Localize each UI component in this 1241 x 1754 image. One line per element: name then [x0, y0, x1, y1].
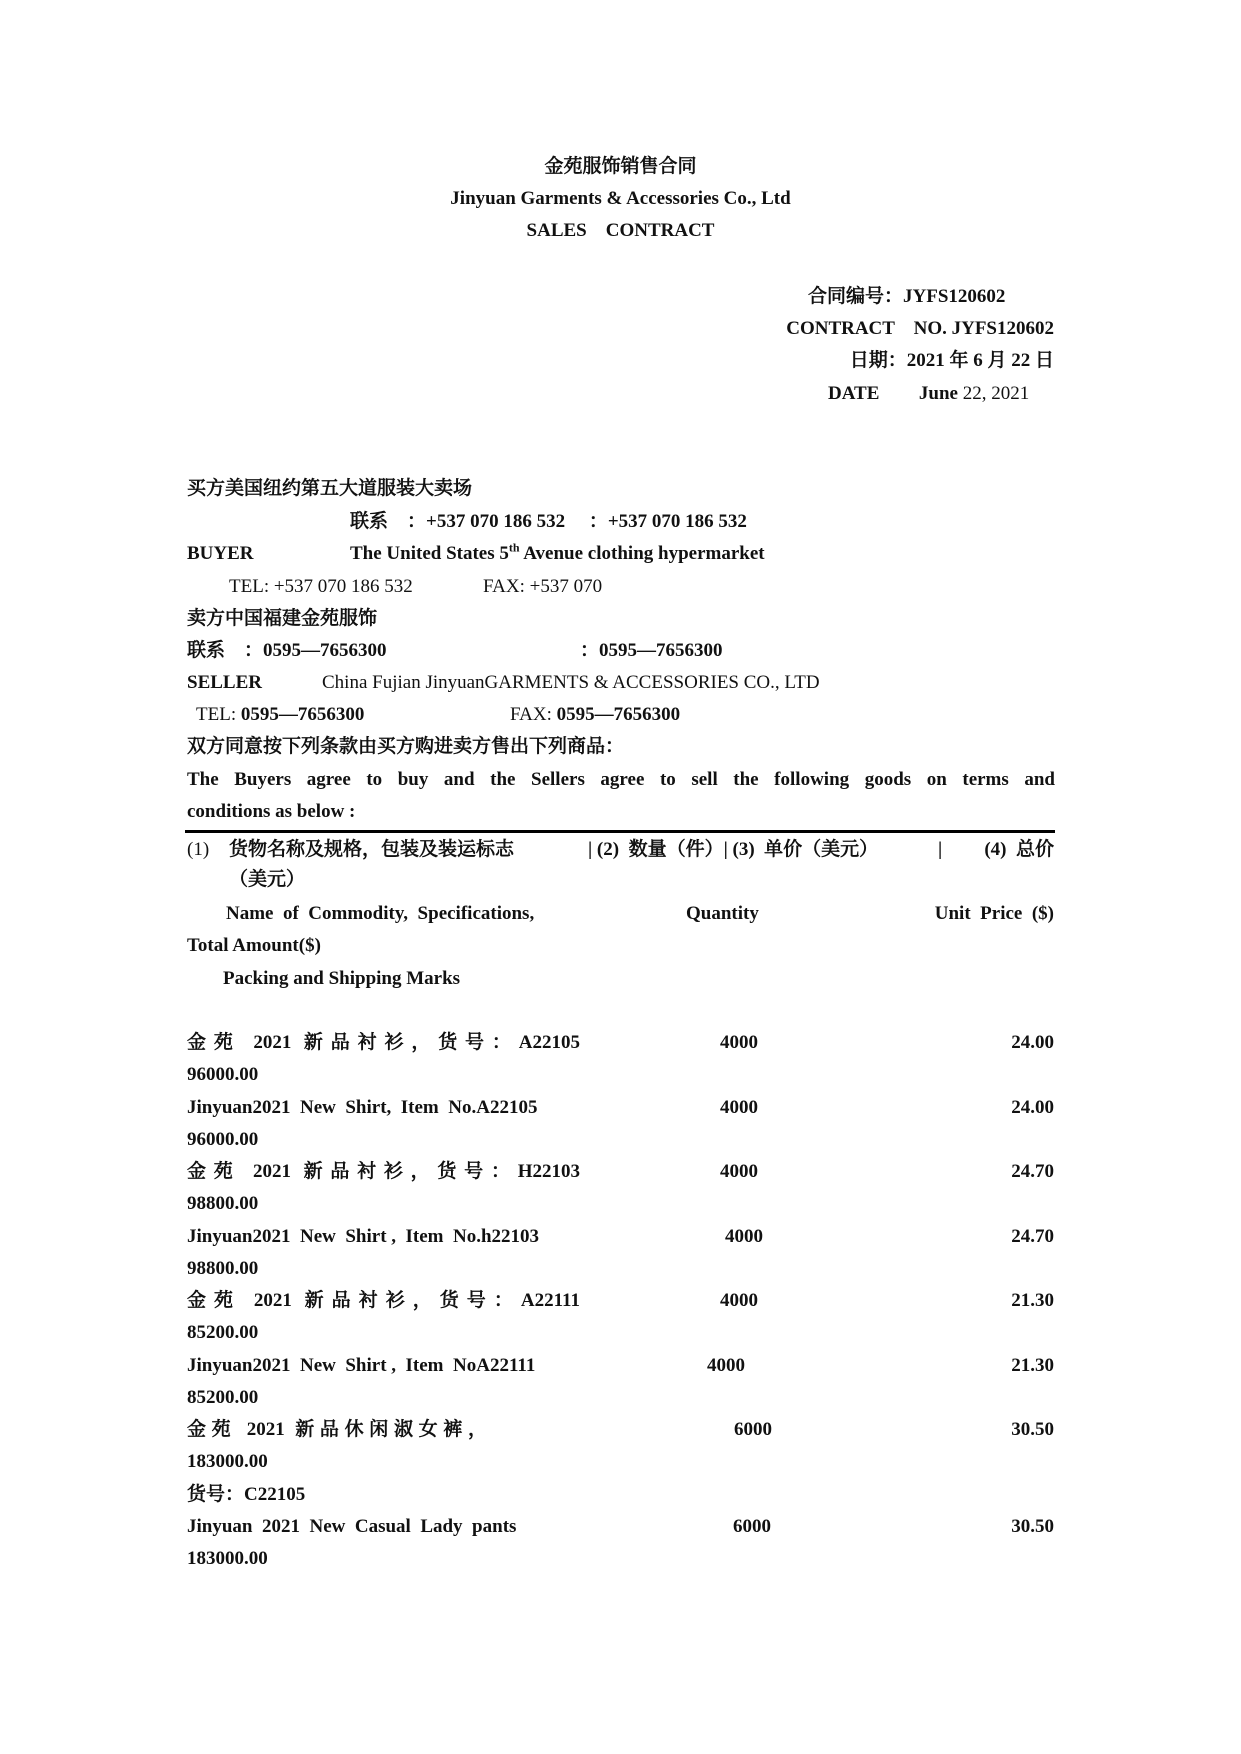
seller-tel-value: 0595—7656300: [240, 704, 365, 725]
row-price: 30.50: [1011, 1419, 1054, 1440]
row-name: 金苑 2021 新品衬衫，货号：A22111: [187, 1290, 580, 1311]
header-col1-cn: 货物名称及规格，包装及装运标志: [229, 839, 515, 860]
row-total: 85200.00: [187, 1322, 259, 1343]
agreement-en-line1: The Buyers agree to buy and the Sellers agree to sell the following goods on terms and: [187, 769, 1055, 790]
contract-no-en: CONTRACT NO. JYFS120602: [786, 318, 1054, 339]
title-cn: 金苑服饰销售合同: [544, 156, 697, 177]
header-col2-col3-cn: | (2) 数量（件）| (3) 单价（美元）: [588, 839, 879, 860]
seller-contact-cn-a: 联系 ：0595—7656300: [187, 640, 387, 661]
row-total: 183000.00: [187, 1451, 268, 1472]
row-qty: 6000: [734, 1419, 772, 1440]
seller-fax: [510, 704, 680, 726]
row-price: 24.00: [1011, 1032, 1054, 1053]
seller-label: SELLER: [187, 672, 262, 693]
row-name: 金苑 2021 新品衬衫，货号：A22105: [187, 1032, 580, 1053]
row-name: 金苑 2021 新品衬衫，货号：H22103: [187, 1161, 580, 1182]
title-en: Jinyuan Garments & Accessories Co., Ltd: [450, 188, 791, 209]
buyer-fax: FAX: +537 070: [483, 576, 603, 597]
row-qty: 4000: [720, 1290, 758, 1311]
row-total: 85200.00: [187, 1387, 259, 1408]
header-total-en: Total Amount($): [187, 935, 321, 956]
seller-name-cn: 卖方中国福建金苑服饰: [187, 608, 378, 629]
row-qty: 4000: [720, 1161, 758, 1182]
date-month: June: [918, 383, 958, 404]
header-packing-en: Packing and Shipping Marks: [223, 968, 461, 989]
row-price: 24.00: [1011, 1097, 1054, 1118]
seller-name-en: China Fujian JinyuanGARMENTS & ACCESSORIES CO., LTD: [322, 672, 820, 693]
header-col4-unit-cn: （美元）: [229, 869, 306, 890]
row-total: 96000.00: [187, 1129, 259, 1150]
seller-tel: [196, 704, 364, 726]
buyer-name-cn: 买方美国纽约第五大道服装大卖场: [187, 478, 473, 499]
header-unit-price-en: Unit Price ($): [934, 903, 1054, 924]
row-item-no: 货号：C22105: [187, 1484, 306, 1505]
header-col4-cn: (4) 总价: [984, 839, 1054, 860]
seller-fax-value: 0595—7656300: [556, 704, 681, 725]
header-quantity-en: Quantity: [686, 903, 759, 924]
buyer-label: BUYER: [187, 543, 254, 564]
table-top-rule: [185, 830, 1055, 833]
header-separator: |: [938, 839, 943, 860]
row-qty: 4000: [720, 1032, 758, 1053]
buyer-contact-cn: 联系 ：+537 070 186 532 ：+537 070 186 532: [350, 511, 747, 532]
row-price: 24.70: [1011, 1161, 1054, 1182]
header-col1-num: (1): [187, 839, 210, 860]
seller-contact-cn-b: ：0595—7656300: [580, 640, 723, 661]
date-en: [828, 383, 1029, 405]
agreement-cn: 双方同意按下列条款由买方购进卖方售出下列商品：: [187, 736, 625, 757]
row-total: 98800.00: [187, 1258, 259, 1279]
buyer-tel: TEL: +537 070 186 532: [229, 576, 413, 597]
row-price: 21.30: [1011, 1290, 1054, 1311]
seller-fax-label: FAX:: [510, 704, 557, 725]
agreement-en-line2: conditions as below :: [187, 801, 356, 822]
date-cn: 日期：2021 年 6 月 22 日: [849, 350, 1054, 371]
buyer-name-en: [350, 540, 765, 565]
header-name-en: Name of Commodity, Specifications,: [226, 903, 535, 924]
date-value: 22, 2021: [962, 383, 1030, 404]
row-total: 98800.00: [187, 1193, 259, 1214]
row-price: 30.50: [1011, 1516, 1054, 1537]
row-total: 96000.00: [187, 1064, 259, 1085]
row-name: 金苑 2021 新品休闲淑女裤，: [187, 1419, 487, 1440]
buyer-name-en-part: The United States 5: [350, 543, 509, 564]
row-name: Jinyuan2021 New Shirt , Item No.h22103: [187, 1226, 540, 1247]
row-total: 183000.00: [187, 1548, 268, 1569]
row-qty: 4000: [725, 1226, 763, 1247]
buyer-name-en-part2: Avenue clothing hypermarket: [519, 543, 765, 564]
buyer-name-en-sup: th: [508, 540, 520, 555]
row-qty: 4000: [707, 1355, 745, 1376]
row-price: 24.70: [1011, 1226, 1054, 1247]
row-name: Jinyuan2021 New Shirt, Item No.A22105: [187, 1097, 538, 1118]
row-name: Jinyuan 2021 New Casual Lady pants: [187, 1516, 517, 1537]
row-price: 21.30: [1011, 1355, 1054, 1376]
row-qty: 6000: [733, 1516, 771, 1537]
row-qty: 4000: [720, 1097, 758, 1118]
row-name: Jinyuan2021 New Shirt , Item NoA22111: [187, 1355, 536, 1376]
contract-no-cn: 合同编号：JYFS120602: [808, 286, 1006, 307]
contract-heading: SALES CONTRACT: [526, 220, 715, 241]
date-label: DATE: [828, 383, 880, 404]
seller-tel-label: TEL:: [196, 704, 241, 725]
